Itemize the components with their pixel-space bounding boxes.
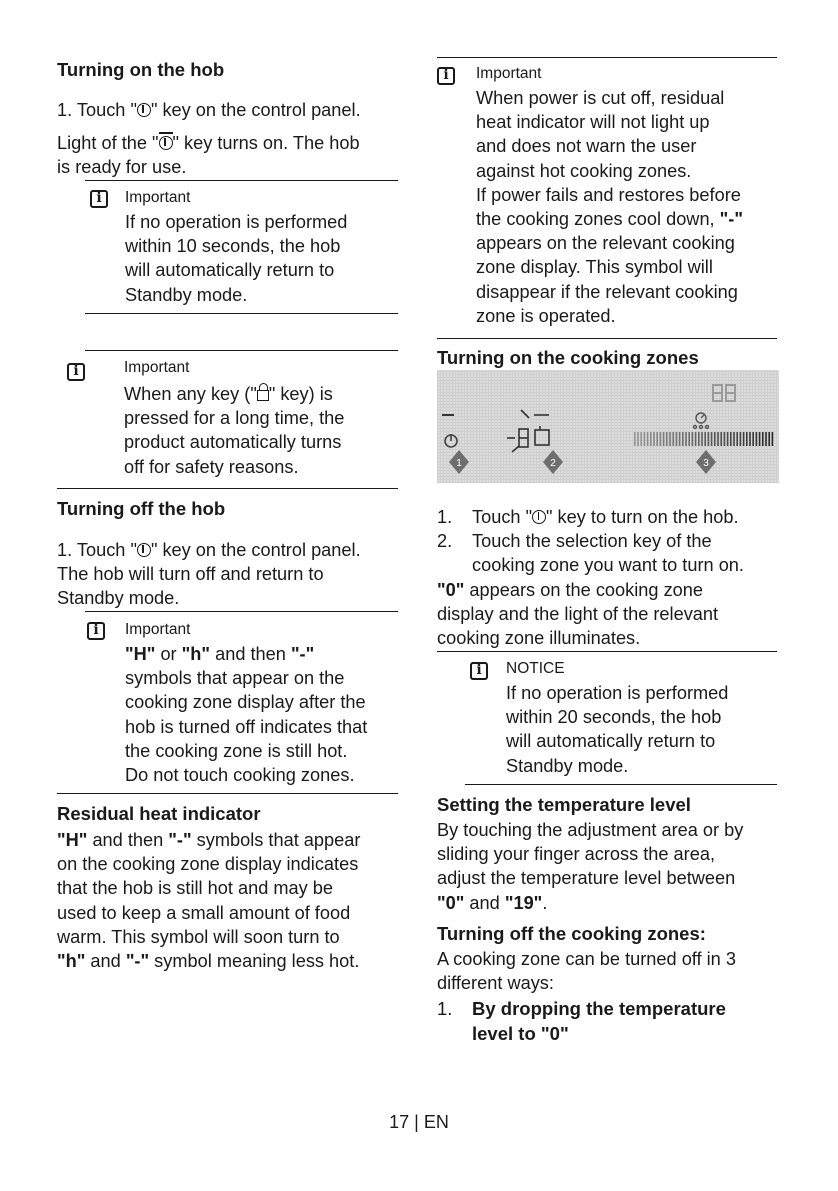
divider	[437, 338, 777, 339]
slider-segment	[704, 432, 706, 446]
zones-on-steps: 1. Touch " " key to turn on the hob. 2. Touch the selection key of the cooking zone you want to turn on. "0" appears on the cooking zone display and the light of the relevant cooking zone illuminates.	[437, 507, 744, 649]
divider	[57, 488, 398, 489]
divider	[85, 611, 398, 612]
slider-segment	[701, 432, 703, 446]
note-label: Important	[125, 621, 191, 638]
residual-body: "H" and then "-" symbols that appear on the cooking zone display indicates that the hob is still hot and may be used to keep a small amount of food warm. This symbol will soon turn to "h" and "-" symbol meaning less hot.	[57, 830, 361, 972]
divider	[465, 784, 777, 785]
turning-off-step-1: 1. Touch " " key on the control panel.	[57, 540, 361, 560]
slider-segment	[656, 432, 658, 446]
divider	[85, 180, 398, 181]
note-label: Important	[125, 189, 191, 206]
marker-3	[696, 450, 716, 474]
divider	[437, 651, 777, 652]
divider	[437, 57, 777, 58]
note-body: When any key (" " key) is pressed for a long time, the product automatically turns off for safety reasons.	[124, 384, 345, 477]
slider-segment	[746, 432, 748, 446]
slider-segment	[692, 432, 694, 446]
power-icon	[137, 103, 151, 117]
marker-2	[543, 450, 563, 474]
slider-segment	[717, 432, 719, 446]
divider	[85, 313, 398, 314]
divider	[85, 350, 398, 351]
slider-segment	[669, 432, 671, 446]
slider-segment	[714, 432, 716, 446]
turning-off-line-3: Standby mode.	[57, 588, 180, 608]
temperature-body: By touching the adjustment area or by sliding your finger across the area, adjust the temperature level between "0" and "19".	[437, 820, 744, 913]
slider-segment	[711, 432, 713, 446]
slider-segment	[672, 432, 674, 446]
slider-segment	[727, 432, 729, 446]
display-digits	[713, 385, 735, 401]
info-icon	[470, 662, 488, 680]
power-icon	[137, 543, 151, 557]
zones-off-heading: Turning off the cooking zones:	[437, 923, 706, 944]
slider-segment	[759, 432, 761, 446]
info-icon	[87, 622, 105, 640]
temperature-slider	[634, 432, 773, 446]
slider-segment	[663, 432, 665, 446]
important-note-3	[87, 620, 410, 787]
slider-segment	[682, 432, 684, 446]
marker-1	[449, 450, 469, 474]
note-body: When power is cut off, residual heat indicator will not light up and does not warn the user against hot cooking zones. If power fails and restores before the cooking zones cool down, "-" appears on the relevant cooking zone display. This symbol will disappear if the relevant cooking zone is operated.	[476, 88, 743, 326]
slider-segment	[698, 432, 700, 446]
slider-segment	[679, 432, 681, 446]
turning-on-line-2: Light of the " " key turns on. The hob	[57, 133, 360, 153]
svg-text:2: 2	[550, 458, 556, 469]
slider-segment	[749, 432, 751, 446]
zones-on-heading: Turning on the cooking zones	[437, 347, 699, 368]
slider-segment	[730, 432, 732, 446]
temperature-heading: Setting the temperature level	[437, 794, 691, 815]
residual-heading: Residual heat indicator	[57, 803, 261, 824]
slider-segment	[685, 432, 687, 446]
slider-segment	[634, 432, 636, 446]
important-note-top	[437, 64, 782, 328]
slider-segment	[752, 432, 754, 446]
turning-on-step-1: 1. Touch " " key on the control panel.	[57, 100, 361, 120]
slider-segment	[740, 432, 742, 446]
note-label: NOTICE	[506, 660, 565, 677]
zones-off-body: A cooking zone can be turned off in 3 different ways: 1. By dropping the temperature level to "0"	[437, 949, 736, 1045]
svg-text:3: 3	[703, 458, 709, 469]
control-panel-drawing	[437, 370, 779, 483]
slider-segment	[772, 432, 774, 446]
slider-segment	[688, 432, 690, 446]
info-icon	[67, 363, 85, 381]
note-label: Important	[124, 359, 190, 376]
slider-segment	[650, 432, 652, 446]
important-note-1	[90, 188, 410, 307]
note-body: "H" or "h" and then "-" symbols that appear on the cooking zone display after the hob is turned off indicates that the cooking zone is still hot. Do not touch cooking zones.	[125, 644, 368, 786]
zone-selection-icon	[507, 410, 549, 452]
power-icon	[159, 136, 173, 150]
slider-segment	[743, 432, 745, 446]
slider-segment	[736, 432, 738, 446]
slider-segment	[762, 432, 764, 446]
turning-on-line-3: is ready for use.	[57, 157, 187, 177]
notice-note	[470, 659, 780, 778]
slider-segment	[660, 432, 662, 446]
slider-segment	[756, 432, 758, 446]
divider	[57, 793, 398, 794]
turning-on-heading: Turning on the hob	[57, 59, 225, 80]
slider-segment	[765, 432, 767, 446]
slider-segment	[644, 432, 646, 446]
slider-segment	[695, 432, 697, 446]
page-footer: 17 | EN	[389, 1112, 449, 1132]
slider-segment	[768, 432, 770, 446]
slider-segment	[724, 432, 726, 446]
slider-segment	[640, 432, 642, 446]
slider-segment	[637, 432, 639, 446]
slider-segment	[708, 432, 710, 446]
lock-icon	[257, 390, 269, 401]
timer-icon	[694, 413, 709, 429]
turning-off-heading: Turning off the hob	[57, 498, 226, 519]
turning-off-line-2: The hob will turn off and return to	[57, 564, 324, 584]
note-body: If no operation is performed within 10 seconds, the hob will automatically return to Standby mode.	[125, 212, 348, 305]
svg-text:1: 1	[456, 458, 462, 469]
power-icon	[532, 510, 546, 524]
note-body: If no operation is performed within 20 seconds, the hob will automatically return to Standby mode.	[506, 683, 729, 776]
slider-segment	[647, 432, 649, 446]
slider-segment	[733, 432, 735, 446]
note-label: Important	[476, 65, 542, 82]
slider-segment	[676, 432, 678, 446]
slider-segment	[666, 432, 668, 446]
info-icon	[437, 67, 455, 85]
control-panel-illustration	[437, 370, 779, 483]
slider-segment	[653, 432, 655, 446]
slider-segment	[720, 432, 722, 446]
info-icon	[90, 190, 108, 208]
important-note-2	[67, 358, 407, 479]
